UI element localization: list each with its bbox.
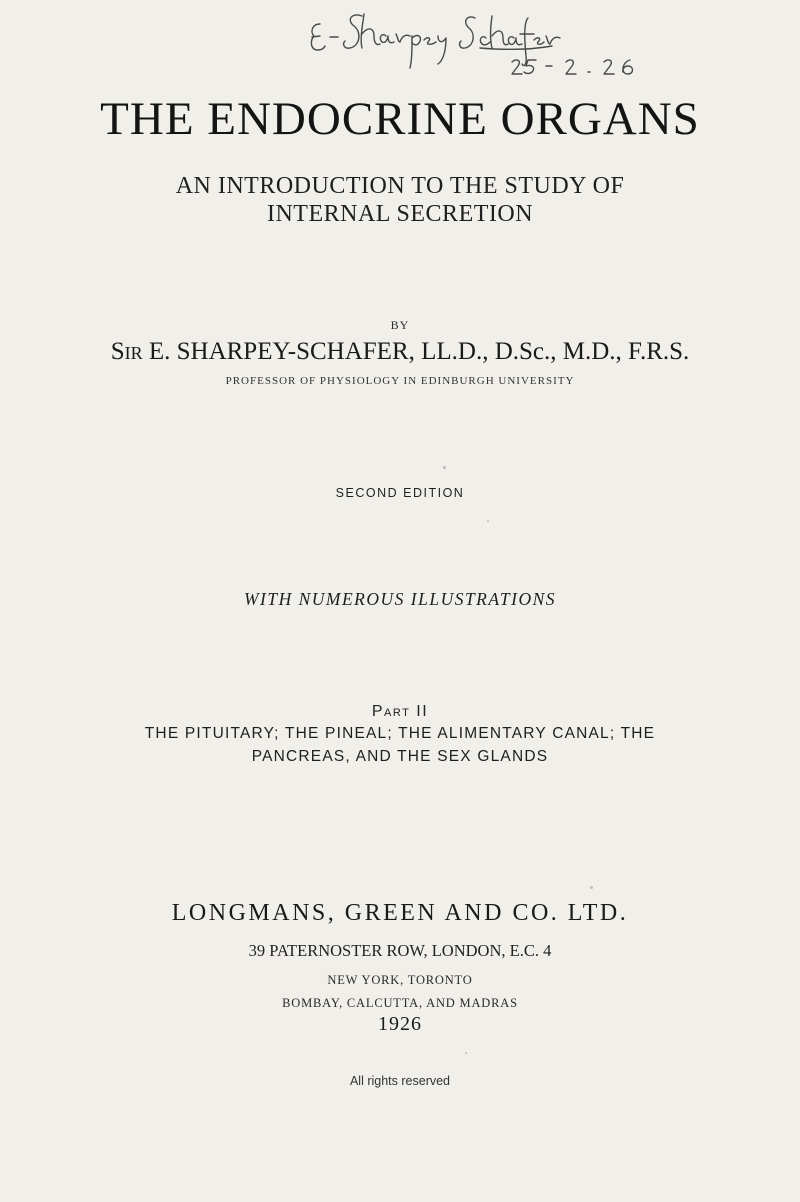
part-label: Part II xyxy=(371,703,429,720)
author-name: E. SHARPEY-SCHAFER, LL.D., D.Sc., M.D., F.R.S. xyxy=(148,338,690,365)
part-contents-line-1: THE PITUITARY; THE PINEAL; THE ALIMENTARY CANAL; THE xyxy=(144,725,656,742)
by-label: BY xyxy=(390,318,410,332)
publication-year: 1926 xyxy=(378,1013,422,1035)
publisher-cities-line-2: BOMBAY, CALCUTTA, AND MADRAS xyxy=(282,996,518,1010)
publisher-cities-line-1: NEW YORK, TORONTO xyxy=(327,973,473,987)
publisher-name: LONGMANS, GREEN AND CO. LTD. xyxy=(171,900,629,926)
edition-label: SECOND EDITION xyxy=(335,486,465,500)
paper-speck xyxy=(487,520,489,522)
author-affiliation: PROFESSOR OF PHYSIOLOGY IN EDINBURGH UNIVERSITY xyxy=(225,375,575,387)
publisher-address: 39 PATERNOSTER ROW, LONDON, E.C. 4 xyxy=(248,941,552,960)
part-contents-line-2: PANCREAS, AND THE SEX GLANDS xyxy=(251,748,549,765)
handwritten-inscription xyxy=(290,6,650,86)
subtitle-line-1: AN INTRODUCTION TO THE STUDY OF xyxy=(175,173,625,199)
author-honorific: Sir xyxy=(110,338,143,365)
book-title: THE ENDOCRINE ORGANS xyxy=(100,93,700,145)
handwritten-signature-drawing xyxy=(290,6,650,86)
paper-speck xyxy=(443,466,446,469)
illustrations-note: WITH NUMEROUS ILLUSTRATIONS xyxy=(243,589,557,609)
author-line xyxy=(0,338,800,366)
paper-speck xyxy=(465,1052,467,1054)
paper-speck xyxy=(590,886,593,889)
rights-notice: All rights reserved xyxy=(349,1074,451,1088)
subtitle-line-2: INTERNAL SECRETION xyxy=(266,201,534,227)
